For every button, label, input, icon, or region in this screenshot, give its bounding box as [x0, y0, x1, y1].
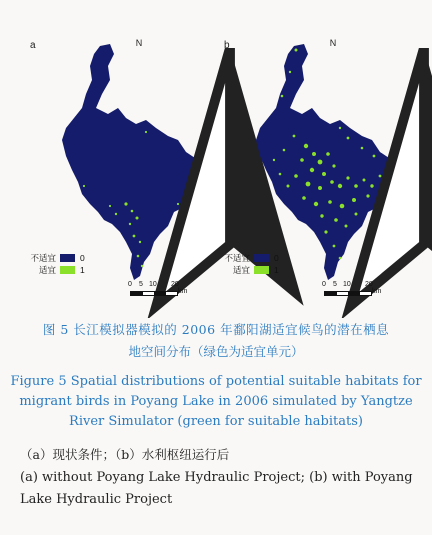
- north-arrow: [326, 38, 340, 318]
- legend: [24, 252, 85, 276]
- legend: [218, 252, 279, 276]
- legend-item-suitable: 适宜 1: [38, 265, 85, 275]
- map-panel-a: [22, 36, 218, 306]
- caption-cn-line1: 图 5 长江模拟器模拟的 2006 年鄱阳湖适宜候鸟的潜在栖息: [42, 322, 390, 337]
- north-arrow-icon: [322, 48, 432, 318]
- north-arrow: [132, 38, 146, 318]
- note-en-line2: Lake Hydraulic Project: [20, 492, 173, 507]
- north-label: N: [135, 38, 143, 48]
- north-label: N: [329, 38, 337, 48]
- caption-en-line2: migrant birds in Poyang Lake in 2006 simulated by Yangtze: [19, 394, 413, 409]
- swatch-suitable: [60, 266, 75, 274]
- scale-bar: 0 5 10 20 km: [128, 281, 188, 295]
- legend-item-suitable: 适宜 1: [232, 265, 279, 275]
- map-panel-b: [216, 36, 412, 306]
- legend-item-unsuitable: 不适宜 0: [224, 253, 279, 263]
- caption-en-line1: Figure 5 Spatial distributions of potential suitable habitats for: [10, 374, 422, 389]
- panel-label: b: [224, 40, 230, 51]
- caption-en-line3: River Simulator (green for suitable habitats): [69, 414, 363, 429]
- note-en-line1: (a) without Poyang Lake Hydraulic Project; (b) with Poyang: [20, 470, 413, 485]
- note-cn: （a）现状条件；（b）水利枢纽运行后: [20, 447, 230, 462]
- scale-bar: 0 5 10 20 km: [322, 281, 382, 295]
- swatch-unsuitable: [60, 254, 75, 262]
- caption-cn-line2: 地空间分布（绿色为适宜单元）: [128, 344, 304, 359]
- legend-item-unsuitable: 不适宜 0: [30, 253, 85, 263]
- swatch-unsuitable: [254, 254, 269, 262]
- swatch-suitable: [254, 266, 269, 274]
- panel-label: a: [30, 40, 36, 51]
